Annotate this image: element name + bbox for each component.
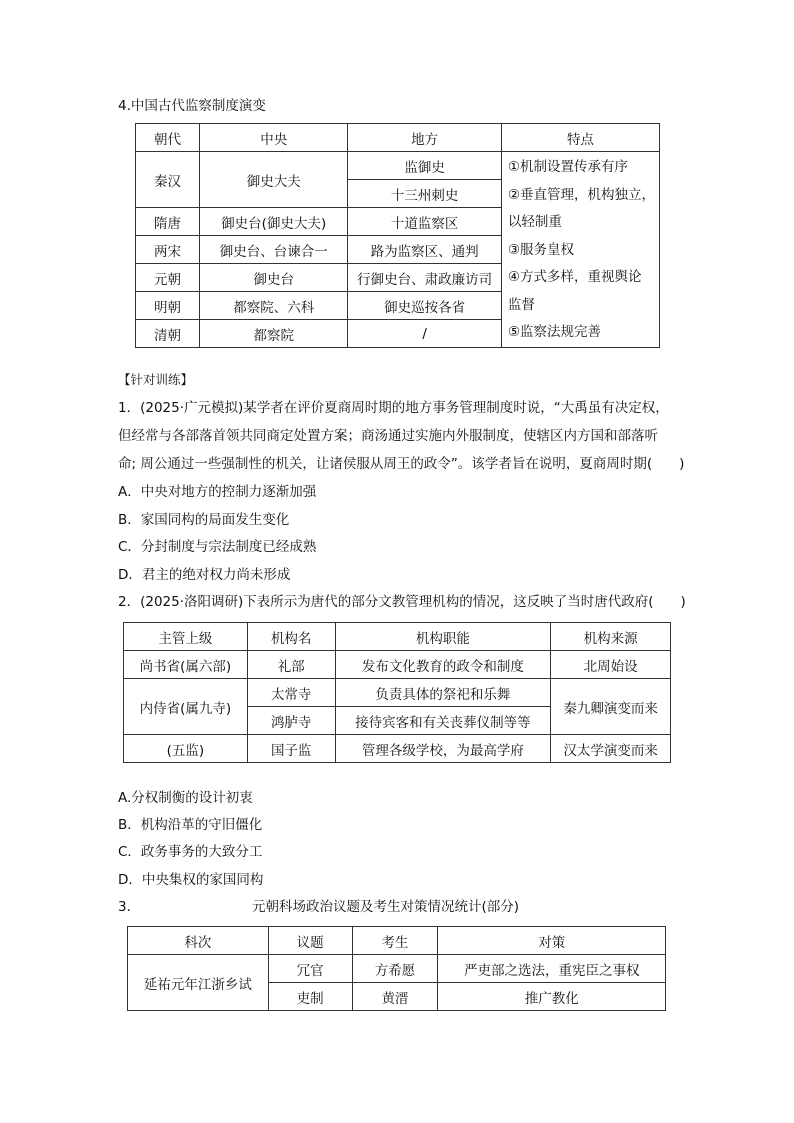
central-cell: 御史大夫 xyxy=(199,152,348,208)
agency-cell: 国子监 xyxy=(247,735,335,763)
central-cell: 御史台(御史大夫) xyxy=(199,208,348,236)
option-b: B．机构沿革的守旧僵化 xyxy=(118,817,263,833)
header-agency: 机构名 xyxy=(247,623,335,651)
question-1-line: 命; 周公通过一些强制性的机关，让诸侯服从周王的政令”。该学者旨在说明，夏商周时期( ) xyxy=(118,456,685,472)
question-1-line: 1．(2025·广元模拟)某学者在评价夏商周时期的地方事务管理制度时说，“大禹虽有决定权， xyxy=(118,400,669,416)
local-cell: 行御史台、肃政廉访司 xyxy=(348,264,501,292)
feature-line: ⑤监察法规完善 xyxy=(507,324,601,340)
feature-line: ①机制设置传承有序 xyxy=(507,159,628,175)
feature-line: ②垂直管理，机构独立， xyxy=(507,186,655,203)
exam-table xyxy=(127,926,666,1011)
topic-cell: 冗官 xyxy=(268,955,352,983)
dynasty-cell: 隋唐 xyxy=(136,208,200,236)
header-dynasty: 朝代 xyxy=(136,124,200,152)
dynasty-cell: 明朝 xyxy=(136,292,200,320)
option-c: C．政务事务的大致分工 xyxy=(118,844,263,860)
question-3-caption: 元朝科场政治议题及考生对策情况统计(部分) xyxy=(252,899,520,915)
feature-line: 以轻制重 xyxy=(507,214,562,230)
central-cell: 都察院、六科 xyxy=(199,292,348,320)
local-cell: 十道监察区 xyxy=(348,208,501,236)
agency-table xyxy=(123,622,671,763)
superior-cell: (五监) xyxy=(124,735,248,763)
question-1-line: 但经常与各部落首领共同商定处置方案；商汤通过实施内外服制度，使辖区内方国和部落听 xyxy=(118,428,658,444)
local-cell: 御史巡按各省 xyxy=(348,292,501,320)
agency-cell: 礼部 xyxy=(247,651,335,679)
option-c: C．分封制度与宗法制度已经成熟 xyxy=(118,539,317,555)
session-cell: 延祐元年江浙乡试 xyxy=(128,955,269,1011)
header-candidate: 考生 xyxy=(352,927,438,955)
local-cell: / xyxy=(348,320,501,348)
strategy-cell: 推广教化 xyxy=(438,983,666,1011)
topic-cell: 吏制 xyxy=(268,983,352,1011)
duty-cell: 发布文化教育的政令和制度 xyxy=(335,651,551,679)
feature-line: ③服务皇权 xyxy=(507,241,574,258)
duty-cell: 负责具体的祭祀和乐舞 xyxy=(335,679,551,707)
section-title: 4.中国古代监察制度演变 xyxy=(118,98,266,114)
local-cell: 十三州刺史 xyxy=(348,180,501,208)
supervision-table xyxy=(135,123,660,348)
header-duty: 机构职能 xyxy=(335,623,551,651)
dynasty-cell: 秦汉 xyxy=(136,152,200,208)
option-b: B．家国同构的局面发生变化 xyxy=(118,512,290,528)
superior-cell: 尚书省(属六部) xyxy=(124,651,248,679)
agency-cell: 太常寺 xyxy=(247,679,335,707)
strategy-cell: 严吏部之选法，重宪臣之事权 xyxy=(438,955,666,983)
agency-cell: 鸿胪寺 xyxy=(247,707,335,735)
superior-cell: 内侍省(属九寺) xyxy=(124,679,248,735)
header-origin: 机构来源 xyxy=(551,623,671,651)
origin-cell: 北周始设 xyxy=(551,651,671,679)
header-local: 地方 xyxy=(348,124,501,152)
feature-line: ④方式多样，重视舆论 xyxy=(507,269,642,285)
feature-line: 监督 xyxy=(507,296,535,313)
question-2-stem: 2．(2025·洛阳调研)下表所示为唐代的部分文教管理机构的情况，这反映了当时唐代政府( ) xyxy=(118,594,686,610)
dynasty-cell: 元朝 xyxy=(136,264,200,292)
option-d: D．中央集权的家国同构 xyxy=(118,872,264,888)
option-d: D．君主的绝对权力尚未形成 xyxy=(118,567,291,583)
option-a: A.分权制衡的设计初衷 xyxy=(118,790,253,806)
duty-cell: 管理各级学校，为最高学府 xyxy=(335,735,551,763)
dynasty-cell: 清朝 xyxy=(136,320,200,348)
header-superior: 主管上级 xyxy=(124,623,248,651)
header-features: 特点 xyxy=(501,124,659,152)
header-session: 科次 xyxy=(128,927,269,955)
candidate-cell: 黄溍 xyxy=(352,983,438,1011)
question-3-number: 3． xyxy=(118,899,141,915)
central-cell: 御史台、台谏合一 xyxy=(199,236,348,264)
training-heading: 【针对训练】 xyxy=(118,372,194,387)
origin-cell: 秦九卿演变而来 xyxy=(551,679,671,735)
duty-cell: 接待宾客和有关丧葬仪制等等 xyxy=(335,707,551,735)
header-strategy: 对策 xyxy=(438,927,666,955)
option-a: A．中央对地方的控制力逐渐加强 xyxy=(118,484,317,500)
features-cell xyxy=(501,152,659,348)
local-cell: 监御史 xyxy=(348,152,501,180)
header-central: 中央 xyxy=(199,124,348,152)
origin-cell: 汉太学演变而来 xyxy=(551,735,671,763)
dynasty-cell: 两宋 xyxy=(136,236,200,264)
central-cell: 都察院 xyxy=(199,320,348,348)
central-cell: 御史台 xyxy=(199,264,348,292)
candidate-cell: 方希愿 xyxy=(352,955,438,983)
local-cell: 路为监察区、通判 xyxy=(348,236,501,264)
header-topic: 议题 xyxy=(268,927,352,955)
